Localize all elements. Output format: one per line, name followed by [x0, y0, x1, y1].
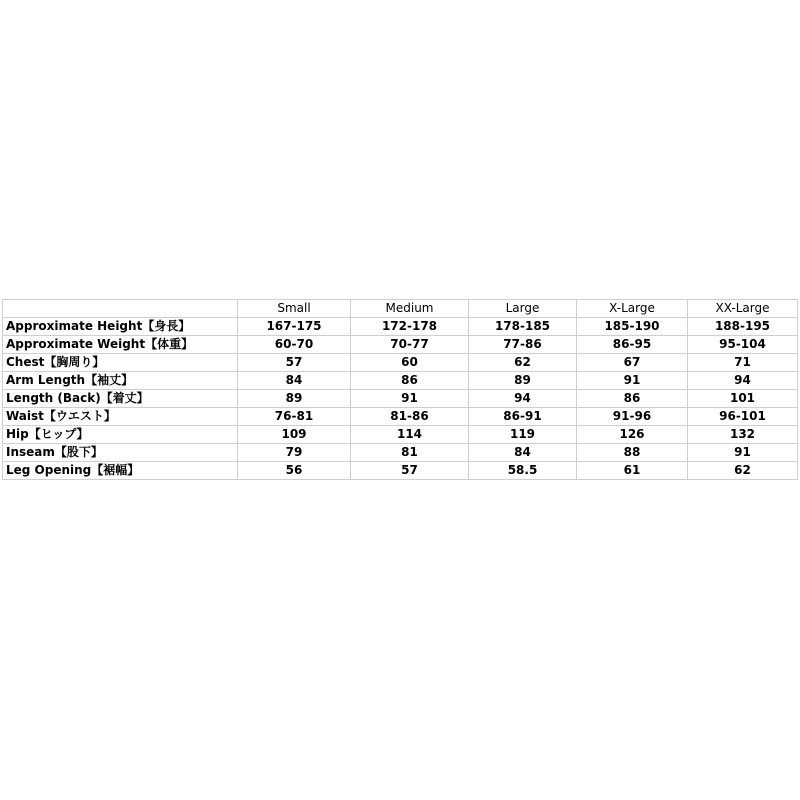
table-row	[3, 390, 798, 408]
table-cell: 81	[351, 444, 469, 462]
table-cell: 126	[577, 426, 688, 444]
table-cell: 67	[577, 354, 688, 372]
table-cell: 101	[688, 390, 798, 408]
table-cell: 60-70	[238, 336, 351, 354]
table-row	[3, 372, 798, 390]
table-cell: 58.5	[469, 462, 577, 480]
row-label: Arm Length【袖丈】	[3, 372, 238, 390]
row-label: Leg Opening【裾幅】	[3, 462, 238, 480]
table-row	[3, 336, 798, 354]
row-label: Length (Back)【着丈】	[3, 390, 238, 408]
table-row	[3, 354, 798, 372]
table-cell: 86-91	[469, 408, 577, 426]
table-cell: 84	[469, 444, 577, 462]
table-cell: 114	[351, 426, 469, 444]
table-cell: 91	[577, 372, 688, 390]
table-cell: 71	[688, 354, 798, 372]
table-row	[3, 444, 798, 462]
table-cell: 167-175	[238, 318, 351, 336]
size-chart-table	[2, 299, 798, 480]
table-cell: 109	[238, 426, 351, 444]
table-row	[3, 318, 798, 336]
table-cell: 185-190	[577, 318, 688, 336]
table-cell: 62	[688, 462, 798, 480]
table-cell: 91	[351, 390, 469, 408]
table-cell: 86	[577, 390, 688, 408]
table-cell: 89	[238, 390, 351, 408]
table-cell: 188-195	[688, 318, 798, 336]
table-cell: 86-95	[577, 336, 688, 354]
table-cell: 91	[688, 444, 798, 462]
row-label: Hip【ヒップ】	[3, 426, 238, 444]
table-cell: 70-77	[351, 336, 469, 354]
size-header-small: Small	[238, 300, 351, 318]
table-cell: 77-86	[469, 336, 577, 354]
table-cell: 94	[469, 390, 577, 408]
table-cell: 88	[577, 444, 688, 462]
table-cell: 94	[688, 372, 798, 390]
row-label: Inseam【股下】	[3, 444, 238, 462]
table-cell: 89	[469, 372, 577, 390]
corner-cell	[3, 300, 238, 318]
table-cell: 172-178	[351, 318, 469, 336]
row-label: Chest【胸周り】	[3, 354, 238, 372]
table-row	[3, 462, 798, 480]
row-label: Approximate Weight【体重】	[3, 336, 238, 354]
table-cell: 81-86	[351, 408, 469, 426]
table-cell: 56	[238, 462, 351, 480]
row-label: Waist【ウエスト】	[3, 408, 238, 426]
table-cell: 62	[469, 354, 577, 372]
table-cell: 84	[238, 372, 351, 390]
table-cell: 178-185	[469, 318, 577, 336]
table-cell: 79	[238, 444, 351, 462]
table-row	[3, 408, 798, 426]
table-cell: 57	[351, 462, 469, 480]
size-header-xx-large: XX-Large	[688, 300, 798, 318]
table-cell: 76-81	[238, 408, 351, 426]
table-cell: 61	[577, 462, 688, 480]
table-cell: 91-96	[577, 408, 688, 426]
table-cell: 119	[469, 426, 577, 444]
table-cell: 96-101	[688, 408, 798, 426]
row-label: Approximate Height【身長】	[3, 318, 238, 336]
table-cell: 132	[688, 426, 798, 444]
table-row	[3, 426, 798, 444]
size-header-large: Large	[469, 300, 577, 318]
table-cell: 60	[351, 354, 469, 372]
table-cell: 86	[351, 372, 469, 390]
table-cell: 95-104	[688, 336, 798, 354]
header-row	[3, 300, 798, 318]
size-header-x-large: X-Large	[577, 300, 688, 318]
table-cell: 57	[238, 354, 351, 372]
size-header-medium: Medium	[351, 300, 469, 318]
